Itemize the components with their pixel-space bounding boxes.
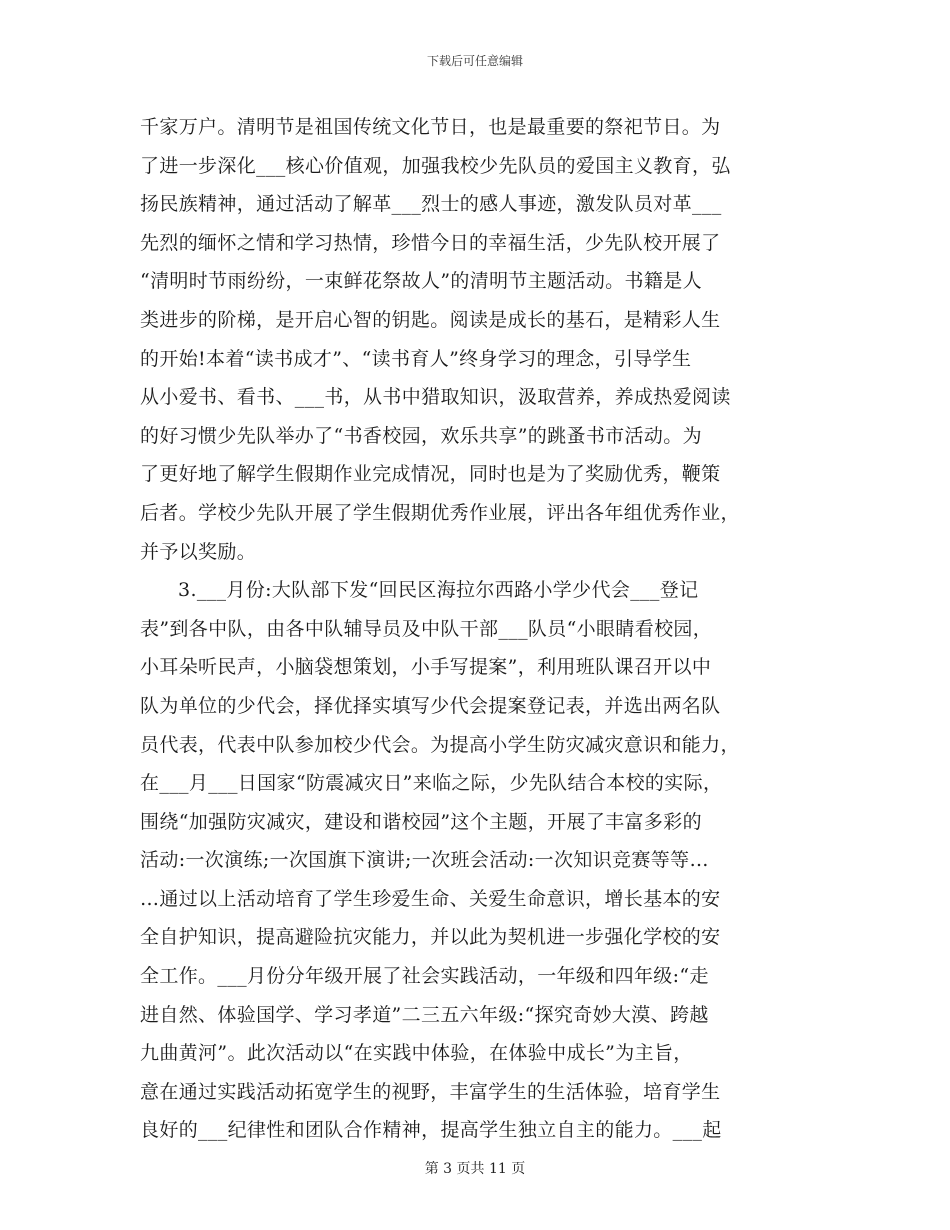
text-line: 在___月___日国家“防震减灾日”来临之际，少先队结合本校的实际， [140,772,723,795]
text-line: 了进一步深化___核心价值观，加强我校少先队员的爱国主义教育，弘 [140,154,731,177]
text-line: 全工作。___月份分年级开展了社会实践活动，一年级和四年级:“走 [140,965,709,988]
text-line: 队为单位的少代会，择优择实填写少代会提案登记表，并选出两名队 [140,694,721,717]
text-line: 员代表，代表中队参加校少代会。为提高小学生防灾减灾意识和能力， [140,733,740,756]
text-line: 从小爱书、看书、___书，从书中猎取知识，汲取营养，养成热爱阅读 [140,386,731,409]
text-line: 进自然、体验国学、学习孝道”二三五六年级:“探究奇妙大漠、跨越 [140,1003,709,1026]
paragraph-start-line: 3.___月份:大队部下发“回民区海拉尔西路小学少代会___登记 [178,579,699,602]
text-line: 了更好地了解学生假期作业完成情况，同时也是为了奖励优秀，鞭策 [140,463,721,486]
text-line: 活动:一次演练;一次国旗下演讲;一次班会活动:一次知识竞赛等等… [140,849,709,872]
text-line: 全自护知识，提高避险抗灾能力，并以此为契机进一步强化学校的安 [140,926,721,949]
text-line: 围绕“加强防灾减灾，建设和谐校园”这个主题，开展了丰富多彩的 [140,810,702,833]
text-line: 后者。学校少先队开展了学生假期优秀作业展，评出各年组优秀作业， [140,501,740,524]
text-line: 良好的___纪律性和团队合作精神，提高学生独立自主的能力。___起 [140,1119,722,1142]
text-line: 类进步的阶梯，是开启心智的钥匙。阅读是成长的基石，是精彩人生 [140,308,721,331]
text-line: “清明时节雨纷纷，一束鲜花祭故人”的清明节主题活动。书籍是人 [140,270,702,293]
text-line: 的开始!本着“读书成才”、“读书育人”终身学习的理念，引导学生 [140,347,692,370]
text-line: 表”到各中队，由各中队辅导员及中队干部___队员“小眼睛看校园， [140,617,713,640]
document-body [140,108,820,1150]
page-footer: 第 3 页共 11 页 [424,1161,526,1177]
text-line: 并予以奖励。 [140,540,257,563]
text-line: 九曲黄河”。此次活动以“在实践中体验，在体验中成长”为主旨， [140,1042,693,1065]
text-line: 先烈的缅怀之情和学习热情，珍惜今日的幸福生活，少先队校开展了 [140,231,721,254]
text-line: 的好习惯少先队举办了“书香校园，欢乐共享”的跳蚤书市活动。为 [140,424,702,447]
text-line: …通过以上活动培育了学生珍爱生命、关爱生命意识，增长基本的安 [140,887,721,910]
text-line: 扬民族精神，通过活动了解革___烈士的感人事迹，激发队员对革___ [140,193,722,216]
text-line: 小耳朵听民声，小脑袋想策划，小手写提案”，利用班队课召开以中 [140,656,712,679]
text-line: 千家万户。清明节是祖国传统文化节日，也是最重要的祭祀节日。为 [140,116,721,138]
text-line: 意在通过实践活动拓宽学生的视野，丰富学生的生活体验，培育学生 [140,1080,721,1103]
page-header: 下载后可任意编辑 [426,54,523,68]
